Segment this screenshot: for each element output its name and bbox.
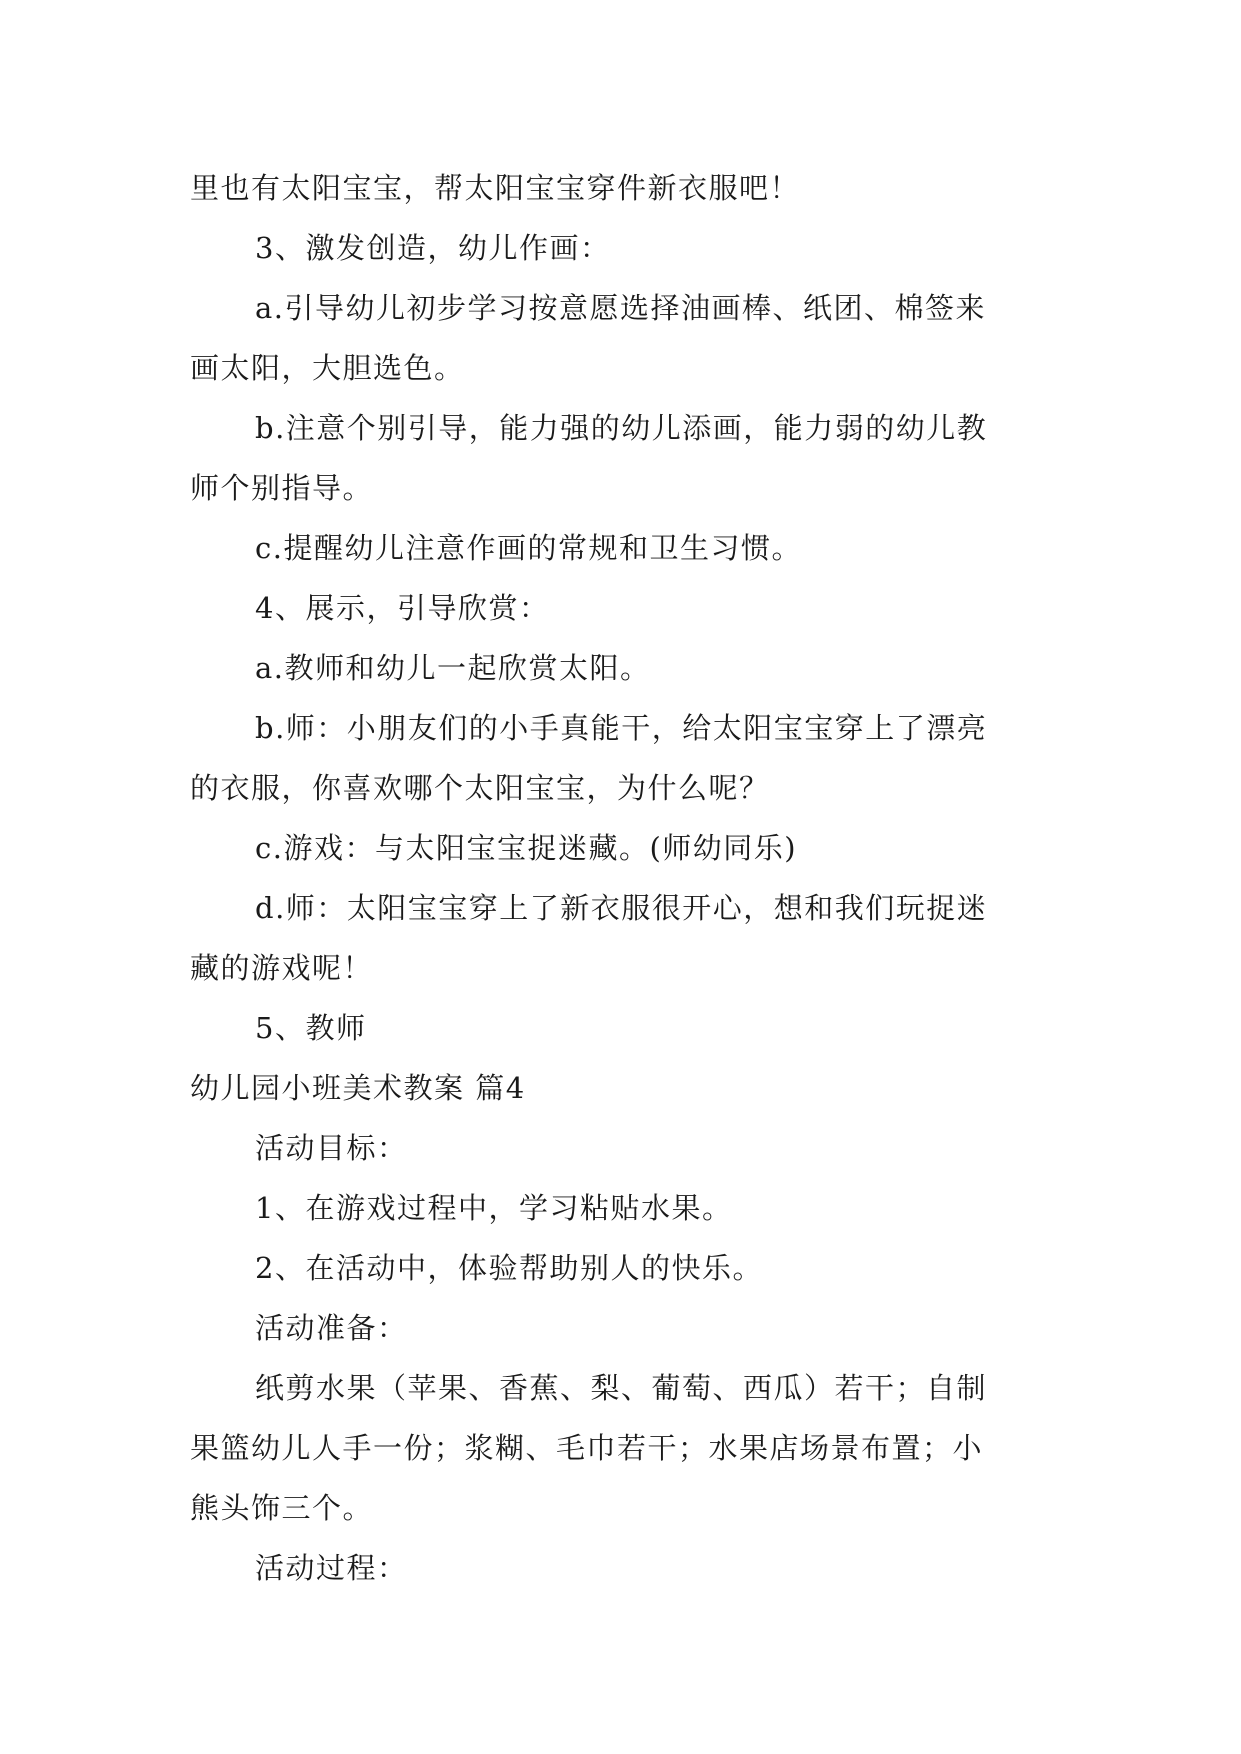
paragraph-line: 画太阳，大胆选色。 bbox=[190, 351, 465, 385]
paragraph-line: a.教师和幼儿一起欣赏太阳。 bbox=[255, 651, 651, 685]
paragraph-line: c.提醒幼儿注意作画的常规和卫生习惯。 bbox=[255, 531, 802, 565]
section-heading: 4、展示，引导欣赏： bbox=[255, 591, 550, 625]
section-heading: 5、教师 bbox=[255, 1011, 367, 1045]
paragraph-line: 里也有太阳宝宝，帮太阳宝宝穿件新衣服吧！ bbox=[190, 171, 801, 205]
section-heading: 活动过程： bbox=[255, 1551, 408, 1585]
paragraph-line: a.引导幼儿初步学习按意愿选择油画棒、纸团、棉签来 bbox=[255, 291, 987, 325]
paragraph-line: 2、在活动中，体验帮助别人的快乐。 bbox=[255, 1251, 763, 1285]
paragraph-line: c.游戏：与太阳宝宝捉迷藏。(师幼同乐) bbox=[255, 831, 798, 865]
section-heading: 活动准备： bbox=[255, 1311, 408, 1345]
paragraph-line: 的衣服，你喜欢哪个太阳宝宝，为什么呢？ bbox=[190, 771, 770, 805]
paragraph-line: d.师：太阳宝宝穿上了新衣服很开心，想和我们玩捉迷 bbox=[255, 891, 988, 925]
paragraph-line: 熊头饰三个。 bbox=[190, 1491, 374, 1525]
section-heading: 3、激发创造，幼儿作画： bbox=[255, 231, 611, 265]
paragraph-line: 果篮幼儿人手一份；浆糊、毛巾若干；水果店场景布置；小 bbox=[190, 1431, 984, 1465]
article-title: 幼儿园小班美术教案 篇4 bbox=[190, 1071, 526, 1105]
paragraph-line: 1、在游戏过程中，学习粘贴水果。 bbox=[255, 1191, 733, 1225]
section-heading: 活动目标： bbox=[255, 1131, 408, 1165]
paragraph-line: 纸剪水果（苹果、香蕉、梨、葡萄、西瓜）若干；自制 bbox=[255, 1371, 988, 1405]
paragraph-line: b.注意个别引导，能力强的幼儿添画，能力弱的幼儿教 bbox=[255, 411, 988, 445]
paragraph-line: b.师：小朋友们的小手真能干，给太阳宝宝穿上了漂亮 bbox=[255, 711, 988, 745]
paragraph-line: 藏的游戏呢！ bbox=[190, 951, 374, 985]
paragraph-line: 师个别指导。 bbox=[190, 471, 374, 505]
